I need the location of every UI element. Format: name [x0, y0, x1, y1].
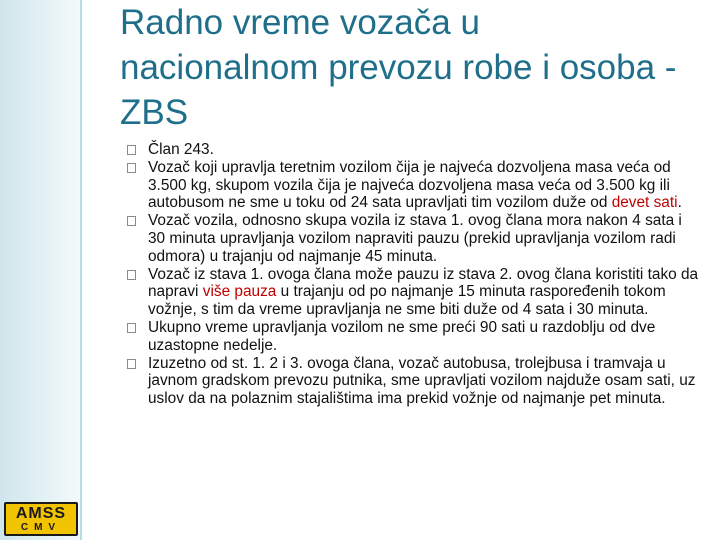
bullet-text: Vozač vozila, odnosno skupa vozila iz stava 1. ovog člana mora nakon 4 sata i 30 minuta upravljanja vozilom napraviti pauzu (prekid upravljanja vozilom radi odmora) u trajanju od najmanje 45 minuta. — [148, 212, 682, 265]
bullet-icon — [127, 270, 136, 280]
bullet-icon — [127, 163, 136, 173]
bullet-icon — [127, 145, 136, 155]
highlight-text: devet sati — [611, 194, 678, 212]
amss-logo — [4, 502, 78, 536]
bullet-text: Vozač iz stava 1. ovoga člana može pauzu iz stava 2. ovog člana koristiti tako da napravi — [148, 265, 699, 301]
bullet-text: Član 243. — [148, 141, 214, 158]
bullet-item — [127, 141, 702, 159]
bullet-text-after: u trajanju od po najmanje 15 minuta raspoređenih tokom vožnje, s tim da vreme upravljanja ne sme biti duže od 4 sata i 30 minuta. — [148, 283, 666, 319]
bullet-item — [127, 266, 702, 319]
logo-line1: AMSS — [15, 505, 67, 522]
logo-line2: CMV — [20, 522, 62, 533]
bullet-icon — [127, 216, 136, 226]
bullet-item — [127, 355, 702, 408]
bullet-item — [127, 319, 702, 355]
slide-title: Radno vreme vozača u nacionalnom prevozu robe i osoba - ZBS — [120, 3, 677, 132]
bullet-text: Izuzetno od st. 1. 2 i 3. ovoga člana, vozač autobusa, trolejbusa i tramvaja u javnom gradskom prevozu putnika, sme upravljati vozilom najduže osam sati, uz uslov da na polaznim stajalištima ima prekid vožnje od najmanje pet minuta. — [148, 354, 696, 408]
highlight-text: više pauza — [202, 283, 277, 301]
bullet-text: Ukupno vreme upravljanja vozilom ne sme preći 90 sati u razdoblju od dve uzastopne nedelje. — [148, 318, 656, 354]
bullet-item — [127, 212, 702, 265]
bullet-icon — [127, 323, 136, 333]
bullet-icon — [127, 359, 136, 369]
bullet-text-after: . — [677, 194, 682, 212]
bullet-item — [127, 159, 702, 212]
bullet-text: Vozač koji upravlja teretnim vozilom čija je najveća dozvoljena masa veća od 3.500 kg, skupom vozila čija je najveća dozvoljena masa veća od 3.500 kg ili autobusom ne sme u toku od 24 sata upravljati tim vozilom duže od — [148, 158, 671, 212]
sidebar-divider — [80, 0, 82, 540]
bullet-list — [127, 141, 702, 408]
sidebar-decoration — [0, 0, 80, 540]
